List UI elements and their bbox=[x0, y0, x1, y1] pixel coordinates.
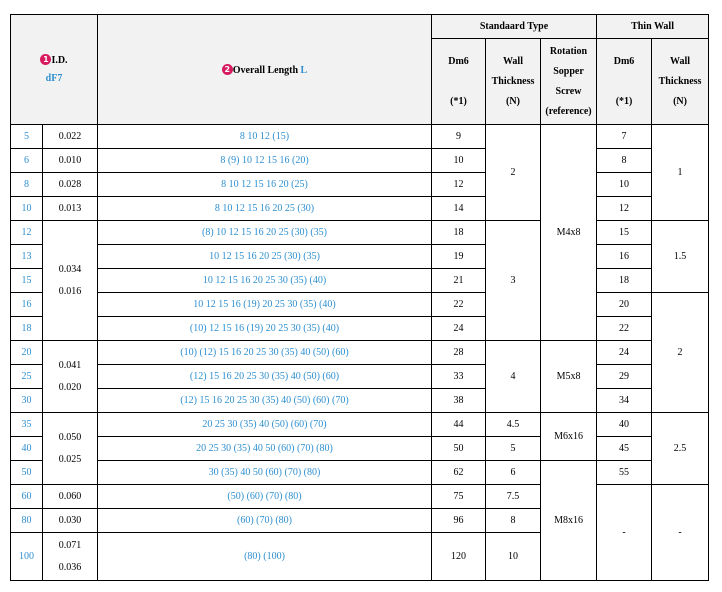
tolerance-upper: 0.041 bbox=[58, 360, 82, 371]
id-cell: 35 bbox=[11, 413, 43, 437]
dm6-cell: 19 bbox=[432, 245, 486, 269]
tolerance-cell: 0.060 bbox=[43, 485, 98, 509]
id-cell: 13 bbox=[11, 245, 43, 269]
screw-cell: M6x16 bbox=[541, 413, 597, 461]
thin-wall-thickness-header bbox=[652, 39, 709, 125]
tolerance-upper: 0.050 bbox=[58, 432, 82, 443]
tolerance-cell bbox=[43, 341, 98, 413]
table-row bbox=[11, 485, 709, 509]
thin-dm6-cell: 29 bbox=[597, 365, 652, 389]
id-header bbox=[11, 15, 98, 125]
table-row bbox=[11, 365, 709, 389]
id-cell: 12 bbox=[11, 221, 43, 245]
length-cell: 30 (35) 40 50 (60) (70) (80) bbox=[98, 461, 432, 485]
id-cell: 5 bbox=[11, 125, 43, 149]
wall-thin-cell: 1 bbox=[652, 125, 709, 221]
length-cell: (50) (60) (70) (80) bbox=[98, 485, 432, 509]
rotation-label-1: Rotation bbox=[549, 45, 588, 57]
dm6-cell: 44 bbox=[432, 413, 486, 437]
rotation-screw-header bbox=[541, 39, 597, 125]
length-cell: 10 12 15 16 20 25 (30) (35) bbox=[98, 245, 432, 269]
std-dm6-header bbox=[432, 39, 486, 125]
table-row bbox=[11, 173, 709, 197]
length-cell: 8 (9) 10 12 15 16 (20) bbox=[98, 149, 432, 173]
std-wall-label-1: Wall bbox=[502, 55, 523, 67]
table-row bbox=[11, 437, 709, 461]
dm6-cell: 10 bbox=[432, 149, 486, 173]
tolerance-cell: 0.010 bbox=[43, 149, 98, 173]
screw-cell: M4x8 bbox=[541, 125, 597, 341]
dm6-cell: 120 bbox=[432, 533, 486, 581]
length-cell: (60) (70) (80) bbox=[98, 509, 432, 533]
dm6-cell: 9 bbox=[432, 125, 486, 149]
specification-table bbox=[10, 14, 709, 581]
dm6-cell: 28 bbox=[432, 341, 486, 365]
length-cell: 8 10 12 (15) bbox=[98, 125, 432, 149]
table-row bbox=[11, 197, 709, 221]
dm6-cell: 75 bbox=[432, 485, 486, 509]
dm6-cell: 24 bbox=[432, 317, 486, 341]
rotation-label-4: (reference) bbox=[545, 105, 592, 117]
dm6-cell: 18 bbox=[432, 221, 486, 245]
rotation-label-3: Screw bbox=[555, 85, 582, 97]
screw-cell: M5x8 bbox=[541, 341, 597, 413]
table-row bbox=[11, 317, 709, 341]
table-row bbox=[11, 245, 709, 269]
thin-dm6-cell: 18 bbox=[597, 269, 652, 293]
length-cell: 20 25 30 (35) 40 50 (60) (70) (80) bbox=[98, 437, 432, 461]
wall-std-cell: 10 bbox=[486, 533, 541, 581]
tolerance-cell: 0.013 bbox=[43, 197, 98, 221]
id-cell: 50 bbox=[11, 461, 43, 485]
wall-std-cell: 6 bbox=[486, 461, 541, 485]
thin-dm6-cell: 12 bbox=[597, 197, 652, 221]
std-wall-label-2: Thickness bbox=[491, 75, 535, 87]
table-row bbox=[11, 221, 709, 245]
wall-std-cell: 7.5 bbox=[486, 485, 541, 509]
dm6-cell: 14 bbox=[432, 197, 486, 221]
thin-dm6-cell: 40 bbox=[597, 413, 652, 437]
id-label: I.D. bbox=[51, 54, 68, 66]
tolerance-cell bbox=[43, 533, 98, 581]
length-cell: 8 10 12 15 16 20 (25) bbox=[98, 173, 432, 197]
length-cell: 10 12 15 16 (19) 20 25 30 (35) (40) bbox=[98, 293, 432, 317]
tolerance-cell: 0.028 bbox=[43, 173, 98, 197]
tolerance-cell: 0.022 bbox=[43, 125, 98, 149]
tolerance-cell bbox=[43, 413, 98, 485]
length-label: Overall Length bbox=[232, 64, 301, 76]
wall-thin-cell: 1.5 bbox=[652, 221, 709, 293]
thin-dm6-cell: 10 bbox=[597, 173, 652, 197]
thin-dm6-cell: 34 bbox=[597, 389, 652, 413]
thin-dm6-cell: 55 bbox=[597, 461, 652, 485]
rotation-label-2: Sopper bbox=[553, 65, 584, 77]
wall-thin-cell: 2 bbox=[652, 293, 709, 413]
length-cell: 8 10 12 15 16 20 25 (30) bbox=[98, 197, 432, 221]
thin-dm6-cell: - bbox=[597, 485, 652, 581]
id-cell: 18 bbox=[11, 317, 43, 341]
table-row bbox=[11, 269, 709, 293]
dm6-cell: 12 bbox=[432, 173, 486, 197]
id-cell: 16 bbox=[11, 293, 43, 317]
thin-wall-label-1: Wall bbox=[670, 55, 691, 67]
length-cell: (10) (12) 15 16 20 25 30 (35) 40 (50) (60) bbox=[98, 341, 432, 365]
id-cell: 6 bbox=[11, 149, 43, 173]
dm6-cell: 62 bbox=[432, 461, 486, 485]
thin-wall-label-2: Thickness bbox=[658, 75, 702, 87]
marker-one-icon: 1 bbox=[40, 54, 51, 65]
dm6-cell: 22 bbox=[432, 293, 486, 317]
id-sub-label: dF7 bbox=[45, 72, 63, 84]
length-cell: (80) (100) bbox=[98, 533, 432, 581]
table-row bbox=[11, 413, 709, 437]
thin-wall-header: Thin Wall bbox=[597, 15, 709, 39]
table-row bbox=[11, 125, 709, 149]
thin-dm6-header bbox=[597, 39, 652, 125]
table-row bbox=[11, 389, 709, 413]
id-cell: 100 bbox=[11, 533, 43, 581]
id-cell: 20 bbox=[11, 341, 43, 365]
length-cell: 20 25 30 (35) 40 (50) (60) (70) bbox=[98, 413, 432, 437]
dm6-cell: 50 bbox=[432, 437, 486, 461]
wall-std-cell: 5 bbox=[486, 437, 541, 461]
dm6-cell: 21 bbox=[432, 269, 486, 293]
wall-std-cell: 3 bbox=[486, 221, 541, 341]
id-cell: 80 bbox=[11, 509, 43, 533]
wall-thin-cell: - bbox=[652, 485, 709, 581]
tolerance-upper: 0.071 bbox=[58, 540, 82, 551]
std-dm6-label: Dm6 bbox=[448, 55, 469, 67]
thin-dm6-cell: 22 bbox=[597, 317, 652, 341]
id-cell: 15 bbox=[11, 269, 43, 293]
table-row bbox=[11, 461, 709, 485]
table-row bbox=[11, 341, 709, 365]
dm6-cell: 33 bbox=[432, 365, 486, 389]
wall-std-cell: 4.5 bbox=[486, 413, 541, 437]
length-cell: (10) 12 15 16 (19) 20 25 30 (35) (40) bbox=[98, 317, 432, 341]
length-cell: (12) 15 16 20 25 30 (35) 40 (50) (60) bbox=[98, 365, 432, 389]
tolerance-lower: 0.025 bbox=[58, 454, 82, 465]
thin-dm6-cell: 45 bbox=[597, 437, 652, 461]
thin-dm6-cell: 16 bbox=[597, 245, 652, 269]
thin-wall-label-3: (N) bbox=[673, 95, 687, 107]
dm6-cell: 96 bbox=[432, 509, 486, 533]
standard-type-header: Standaard Type bbox=[432, 15, 597, 39]
dm6-cell: 38 bbox=[432, 389, 486, 413]
screw-cell: M8x16 bbox=[541, 461, 597, 581]
id-cell: 25 bbox=[11, 365, 43, 389]
tolerance-cell bbox=[43, 221, 98, 341]
marker-two-icon: 2 bbox=[222, 64, 233, 75]
thin-dm6-cell: 7 bbox=[597, 125, 652, 149]
id-cell: 8 bbox=[11, 173, 43, 197]
id-cell: 30 bbox=[11, 389, 43, 413]
id-cell: 10 bbox=[11, 197, 43, 221]
length-cell: (12) 15 16 20 25 30 (35) 40 (50) (60) (70) bbox=[98, 389, 432, 413]
wall-std-cell: 8 bbox=[486, 509, 541, 533]
wall-thin-cell: 2.5 bbox=[652, 413, 709, 485]
thin-dm6-note: (*1) bbox=[615, 95, 633, 107]
id-cell: 60 bbox=[11, 485, 43, 509]
std-dm6-note: (*1) bbox=[450, 95, 467, 107]
thin-dm6-label: Dm6 bbox=[613, 55, 635, 67]
thin-dm6-cell: 8 bbox=[597, 149, 652, 173]
tolerance-lower: 0.016 bbox=[58, 286, 82, 297]
thin-dm6-cell: 24 bbox=[597, 341, 652, 365]
length-cell: 10 12 15 16 20 25 30 (35) (40) bbox=[98, 269, 432, 293]
tolerance-lower: 0.036 bbox=[58, 562, 82, 573]
table-row bbox=[11, 149, 709, 173]
table-row bbox=[11, 293, 709, 317]
tolerance-lower: 0.020 bbox=[58, 382, 82, 393]
length-cell: (8) 10 12 15 16 20 25 (30) (35) bbox=[98, 221, 432, 245]
wall-std-cell: 4 bbox=[486, 341, 541, 413]
tolerance-cell: 0.030 bbox=[43, 509, 98, 533]
length-variable: L bbox=[300, 64, 308, 76]
wall-std-cell: 2 bbox=[486, 125, 541, 221]
std-wall-label-3: (N) bbox=[506, 95, 520, 107]
id-cell: 40 bbox=[11, 437, 43, 461]
std-wall-header bbox=[486, 39, 541, 125]
length-header bbox=[98, 15, 432, 125]
thin-dm6-cell: 15 bbox=[597, 221, 652, 245]
tolerance-upper: 0.034 bbox=[58, 264, 82, 275]
thin-dm6-cell: 20 bbox=[597, 293, 652, 317]
